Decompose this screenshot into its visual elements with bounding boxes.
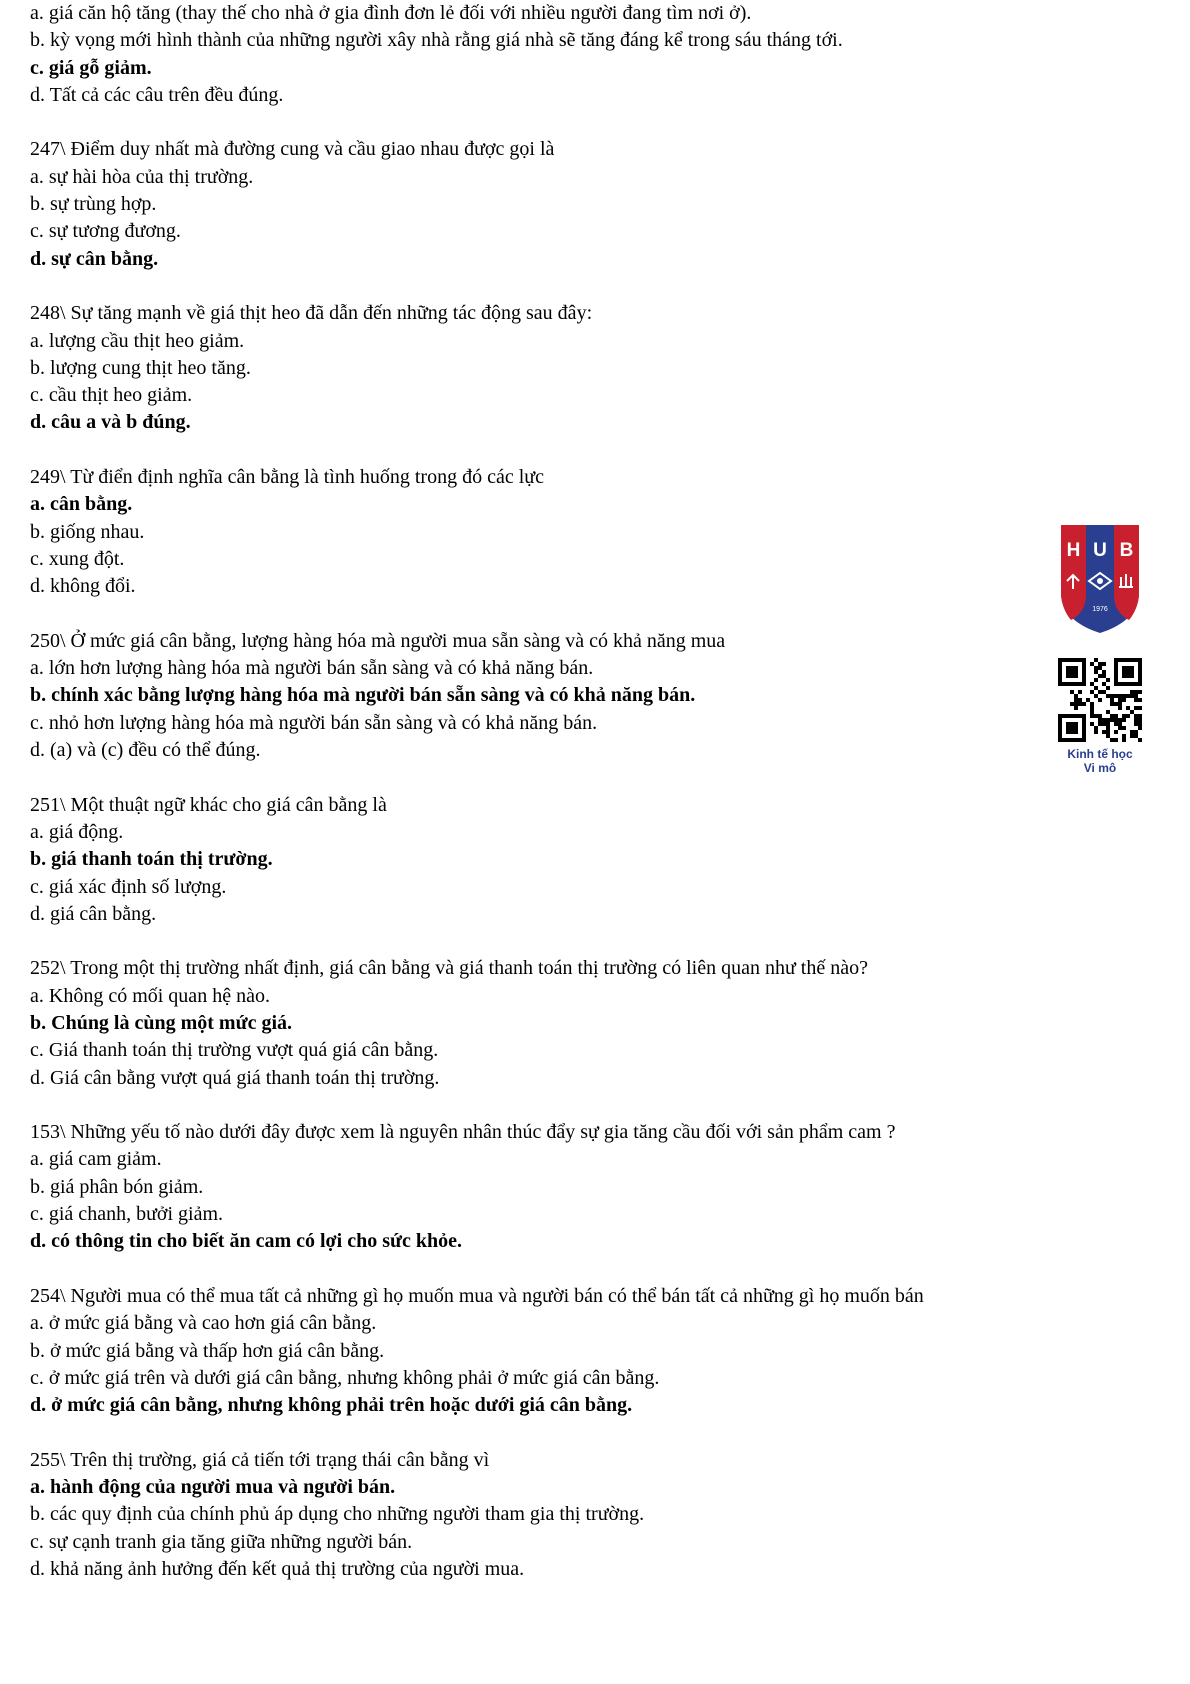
answer-option-correct: d. sự cân bằng. [30, 247, 159, 270]
answer-option: a. giá căn hộ tăng (thay thế cho nhà ở gia đình đơn lẻ đối với nhiều người đang tìm nơi ở). [30, 2, 752, 24]
answer-option: b. giống nhau. [30, 520, 145, 543]
question-spacer [30, 273, 1150, 300]
answer-option-correct: b. chính xác bằng lượng hàng hóa mà người bán sẵn sàng và có khả năng bán. [30, 684, 696, 707]
question-stem: 250\ Ở mức giá cân bằng, lượng hàng hóa mà người mua sẵn sàng và có khả năng mua [30, 629, 726, 652]
answer-option: d. (a) và (c) đều có thể đúng. [30, 739, 261, 762]
answer-option-correct: d. ở mức giá cân bằng, nhưng không phải trên hoặc dưới giá cân bằng. [30, 1394, 633, 1417]
answer-option: c. sự tương đương. [30, 220, 181, 243]
answer-option: a. giá động. [30, 820, 124, 843]
answer-option: a. sự hài hòa của thị trường. [30, 165, 254, 188]
answer-option: d. Giá cân bằng vượt quá giá thanh toán thị trường. [30, 1066, 440, 1089]
answer-option-correct: b. giá thanh toán thị trường. [30, 848, 273, 871]
answer-option: a. Không có mối quan hệ nào. [30, 984, 270, 1007]
answer-option: d. khả năng ảnh hưởng đến kết quả thị trường của người mua. [30, 1557, 525, 1580]
answer-option-correct: a. cân bằng. [30, 493, 133, 516]
question-spacer [30, 1256, 1150, 1283]
answer-option: c. ở mức giá trên và dưới giá cân bằng, nhưng không phải ở mức giá cân bằng. [30, 1366, 660, 1389]
question-spacer [30, 601, 1150, 628]
answer-option: b. lượng cung thịt heo tăng. [30, 356, 251, 379]
answer-option-correct: d. câu a và b đúng. [30, 411, 191, 434]
answer-option: d. Tất cả các câu trên đều đúng. [30, 83, 284, 106]
answer-option: a. giá cam giảm. [30, 1148, 162, 1171]
logo-letter-b: B [1119, 540, 1134, 561]
answer-option-correct: b. Chúng là cùng một mức giá. [30, 1011, 293, 1034]
question-stem: 255\ Trên thị trường, giá cả tiến tới trạng thái cân bằng vì [30, 1448, 490, 1471]
answer-option: b. ở mức giá bằng và thấp hơn giá cân bằng. [30, 1339, 385, 1362]
answer-option: c. xung đột. [30, 547, 125, 570]
answer-option: c. cầu thịt heo giảm. [30, 384, 193, 407]
logo-caption-line2: Vi mô [1083, 761, 1117, 775]
answer-option: b. giá phân bón giảm. [30, 1175, 204, 1198]
question-spacer [30, 109, 1150, 136]
logo-year: 1976 [1092, 606, 1108, 613]
answer-option: d. không đổi. [30, 575, 136, 598]
answer-option-correct: d. có thông tin cho biết ăn cam có lợi cho sức khỏe. [30, 1230, 462, 1253]
question-stem: 248\ Sự tăng mạnh về giá thịt heo đã dẫn đến những tác động sau đây: [30, 302, 593, 325]
answer-option: d. giá cân bằng. [30, 902, 157, 925]
logo-caption-line1: Kinh tế học [1067, 747, 1133, 761]
hub-logo-block [1055, 523, 1145, 775]
answer-option: c. giá xác định số lượng. [30, 875, 227, 898]
answer-option: b. sự trùng hợp. [30, 193, 157, 216]
answer-option-correct: c. giá gỗ giảm. [30, 56, 152, 79]
answer-option: c. Giá thanh toán thị trường vượt quá giá cân bằng. [30, 1039, 439, 1062]
question-spacer [30, 764, 1150, 791]
answer-option-correct: a. hành động của người mua và người bán. [30, 1476, 396, 1499]
qr-code-icon [1058, 658, 1142, 742]
question-stem: 247\ Điểm duy nhất mà đường cung và cầu giao nhau được gọi là [30, 138, 555, 161]
answer-option: b. các quy định của chính phủ áp dụng cho những người tham gia thị trường. [30, 1503, 645, 1526]
answer-option: c. sự cạnh tranh gia tăng giữa những người bán. [30, 1530, 413, 1553]
question-stem: 251\ Một thuật ngữ khác cho giá cân bằng là [30, 793, 387, 816]
question-stem: 254\ Người mua có thể mua tất cả những gì họ muốn mua và người bán có thể bán tất cả những gì họ muốn bán [30, 1284, 924, 1307]
question-stem: 249\ Từ điển định nghĩa cân bằng là tình huống trong đó các lực [30, 466, 544, 489]
answer-option: b. kỳ vọng mới hình thành của những người xây nhà rằng giá nhà sẽ tăng đáng kể trong sáu tháng tới. [30, 29, 843, 52]
question-spacer [30, 1092, 1150, 1119]
logo-letter-u: U [1093, 540, 1107, 561]
question-spacer [30, 928, 1150, 955]
answer-option: a. lớn hơn lượng hàng hóa mà người bán sẵn sàng và có khả năng bán. [30, 657, 594, 680]
question-spacer [30, 1419, 1150, 1446]
answer-option: a. ở mức giá bằng và cao hơn giá cân bằng. [30, 1312, 377, 1335]
question-spacer [30, 437, 1150, 464]
answer-option: c. giá chanh, bưởi giảm. [30, 1203, 224, 1226]
question-stem: 153\ Những yếu tố nào dưới đây được xem là nguyên nhân thúc đẩy sự gia tăng cầu đối với sản phẩm cam ? [30, 1121, 896, 1144]
answer-option: a. lượng cầu thịt heo giảm. [30, 329, 245, 352]
answer-option: c. nhỏ hơn lượng hàng hóa mà người bán sẵn sàng và có khả năng bán. [30, 711, 598, 734]
logo-letter-h: H [1066, 540, 1081, 561]
hub-shield-logo [1059, 523, 1141, 635]
question-stem: 252\ Trong một thị trường nhất định, giá cân bằng và giá thanh toán thị trường có liên quan như thế nào? [30, 957, 868, 980]
document-page [30, 0, 1150, 1583]
